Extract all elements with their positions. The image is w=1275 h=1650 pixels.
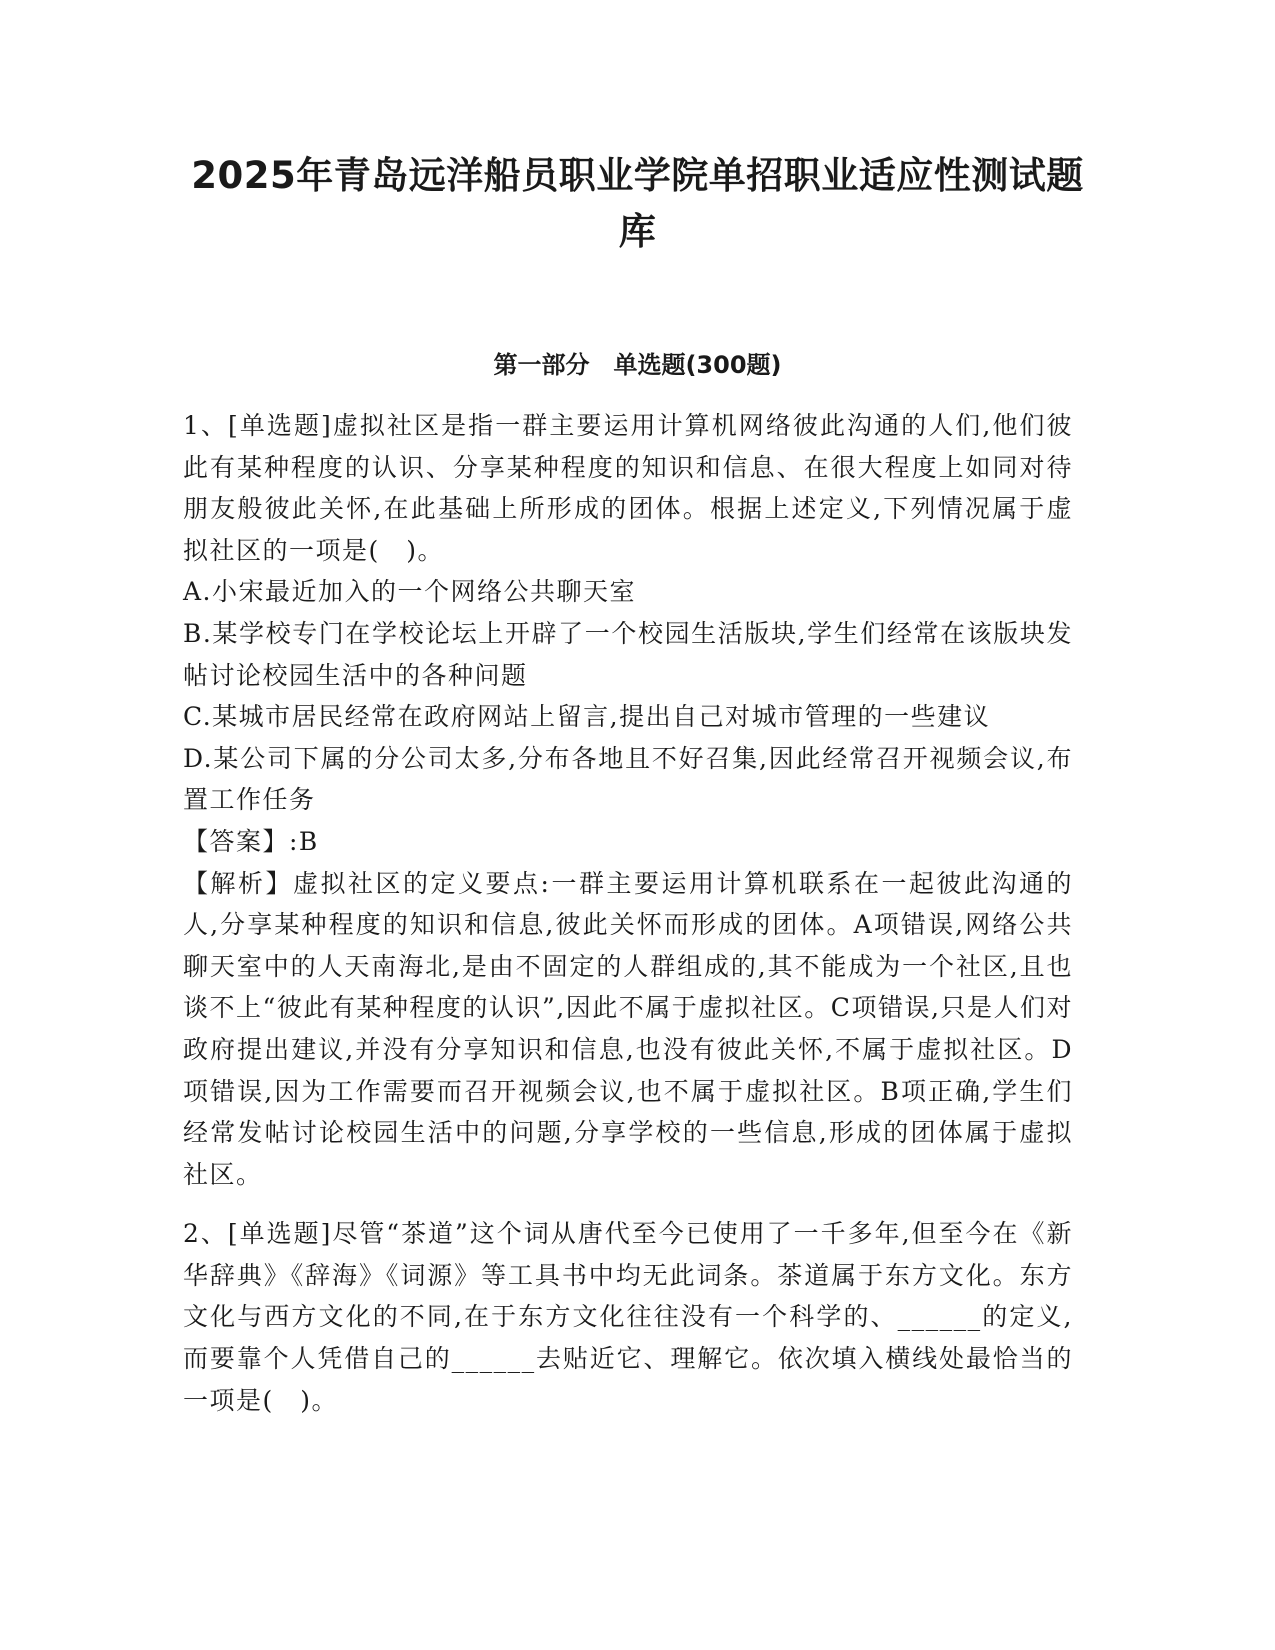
- document-body: [183, 405, 1073, 1421]
- option-a: A.小宋最近加入的一个网络公共聊天室: [183, 577, 637, 607]
- answer-line: 【答案】:B: [183, 826, 319, 856]
- option-b: B.某学校专门在学校论坛上开辟了一个校园生活版块,学生们经常在该版块发帖讨论校园生活中的各种问题: [183, 618, 1073, 690]
- question-1: [183, 405, 1073, 1195]
- section-part: 第一部分: [493, 351, 590, 379]
- question-2: [183, 1213, 1073, 1421]
- option-d: D.某公司下属的分公司太多,分布各地且不好召集,因此经常召开视频会议,布置工作任务: [183, 743, 1073, 815]
- option-c: C.某城市居民经常在政府网站上留言,提出自己对城市管理的一些建议: [183, 702, 991, 732]
- question-stem: 2、[单选题]尽管“茶道”这个词从唐代至今已使用了一千多年,但至今在《新华辞典》《辞海》《词源》等工具书中均无此词条。茶道属于东方文化。东方文化与西方文化的不同,在于东方文化往往没有一个科学的、______的定义,而要靠个人凭借自己的______去贴近它、理解它。依次填入横线处最恰当的一项是( )。: [183, 1219, 1073, 1415]
- analysis-text: 【解析】虚拟社区的定义要点:一群主要运用计算机联系在一起彼此沟通的人,分享某种程度的知识和信息,彼此关怀而形成的团体。A项错误,网络公共聊天室中的人天南海北,是由不固定的人群组成的,其不能成为一个社区,且也谈不上“彼此有某种程度的认识”,因此不属于虚拟社区。C项错误,只是人们对政府提出建议,并没有分享知识和信息,也没有彼此关怀,不属于虚拟社区。D项错误,因为工作需要而召开视频会议,也不属于虚拟社区。B项正确,学生们经常发帖讨论校园生活中的问题,分享学校的一些信息,形成的团体属于虚拟社区。: [183, 868, 1073, 1189]
- question-stem: 1、[单选题]虚拟社区是指一群主要运用计算机网络彼此沟通的人们,他们彼此有某种程度的认识、分享某种程度的知识和信息、在很大程度上如同对待朋友般彼此关怀,在此基础上所形成的团体。根据上述定义,下列情况属于虚拟社区的一项是( )。: [183, 411, 1073, 565]
- section-label: 单选题(300题): [613, 351, 782, 379]
- document-title: 2025年青岛远洋船员职业学院单招职业适应性测试题库: [191, 154, 1084, 253]
- section-heading: [0, 345, 1275, 380]
